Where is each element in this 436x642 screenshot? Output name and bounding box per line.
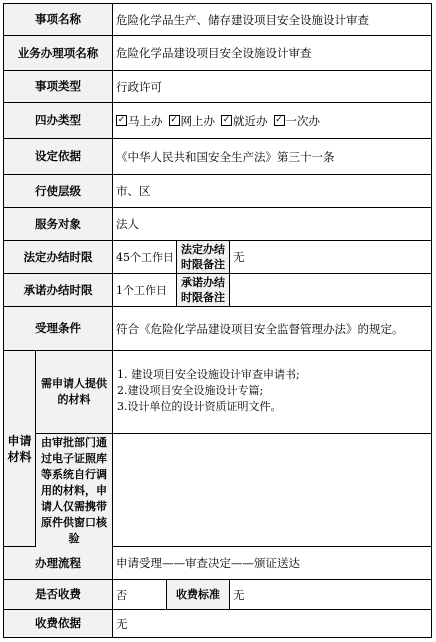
four-types-options — [113, 103, 431, 138]
option-nearby: ✓ 就近办 — [222, 113, 268, 128]
option-once: ✓ 一次办 — [275, 113, 320, 128]
conditions-label: 受理条件 — [4, 307, 113, 350]
charge-basis-value: 无 — [116, 616, 128, 631]
item-type-value: 行政许可 — [116, 79, 162, 94]
handle-name-value: 危险化学品建设项目安全设施设计审查 — [116, 46, 312, 60]
row-conditions — [4, 307, 431, 351]
conditions-value: 符合《危险化学品建设项目安全监督管理办法》的规定。 — [116, 321, 404, 336]
row-level — [4, 175, 431, 208]
charge-value: 否 — [113, 580, 167, 609]
row-charge-basis — [4, 610, 431, 637]
row-promise-limit — [4, 274, 431, 307]
four-types-label: 四办类型 — [4, 103, 113, 138]
applicant-materials-list — [113, 367, 431, 415]
checked-icon: ✓ — [222, 115, 231, 125]
promise-limit-value: 1个工作日 — [113, 274, 177, 306]
charge-std-value: 无 — [233, 587, 245, 602]
item-type-label: 事项类型 — [4, 71, 113, 102]
charge-label: 是否收费 — [4, 580, 113, 609]
legal-limit-note-value: 无 — [233, 250, 245, 264]
option-immediate: ✓ 马上办 — [117, 113, 163, 128]
dept-materials-label: 由审批部门通过电子证照库等系统自行调用的材料，申请人仅需携带原件供窗口核验 — [36, 434, 113, 547]
row-legal-limit — [4, 241, 431, 274]
level-label: 行使层级 — [4, 175, 113, 207]
material-item: 2.建设项目安全设施设计专篇; — [117, 384, 264, 397]
promise-limit-label: 承诺办结时限 — [4, 274, 113, 306]
item-name-label: 事项名称 — [4, 4, 113, 35]
materials-label: 申请材料 — [4, 351, 36, 546]
option-online: ✓ 网上办 — [170, 113, 215, 128]
charge-std-label: 收费标准 — [167, 580, 230, 609]
row-four-types — [4, 103, 431, 139]
item-name-value: 危险化学品生产、储存建设项目安全设施设计审查 — [116, 12, 369, 27]
legal-limit-label: 法定办结时限 — [4, 241, 113, 273]
basis-label: 设定依据 — [4, 139, 113, 174]
level-value: 市、区 — [116, 184, 151, 198]
legal-limit-note-label: 法定办结时限备注 — [177, 241, 230, 273]
material-item: 1. 建设项目安全设施设计审查申请书; — [117, 368, 300, 381]
material-item: 3.设计单位的设计资质证明文件。 — [117, 400, 282, 413]
legal-limit-value: 45个工作日 — [113, 241, 177, 273]
applicant-materials-label: 需申请人提供的材料 — [36, 351, 113, 433]
row-item-type — [4, 71, 431, 103]
charge-basis-label: 收费依据 — [4, 610, 113, 637]
target-label: 服务对象 — [4, 208, 113, 240]
row-process — [4, 547, 431, 580]
row-handle-name — [4, 36, 431, 71]
basis-value: 《中华人民共和国安全生产法》第三十一条 — [116, 149, 335, 164]
row-item-name — [4, 4, 431, 36]
checked-icon: ✓ — [275, 115, 283, 125]
row-materials — [4, 351, 431, 547]
row-basis — [4, 139, 431, 175]
checked-icon: ✓ — [117, 115, 126, 125]
service-guide-table — [3, 3, 432, 638]
target-value: 法人 — [116, 217, 139, 231]
process-value: 申请受理——审查决定——颁证送达 — [116, 556, 300, 570]
checked-icon: ✓ — [170, 115, 178, 125]
row-charge — [4, 580, 431, 610]
handle-name-label: 业务办理项名称 — [4, 36, 113, 70]
row-target — [4, 208, 431, 241]
promise-limit-note-label: 承诺办结时限备注 — [177, 274, 230, 306]
process-label: 办理流程 — [4, 547, 113, 579]
promise-limit-note-value — [230, 274, 431, 306]
